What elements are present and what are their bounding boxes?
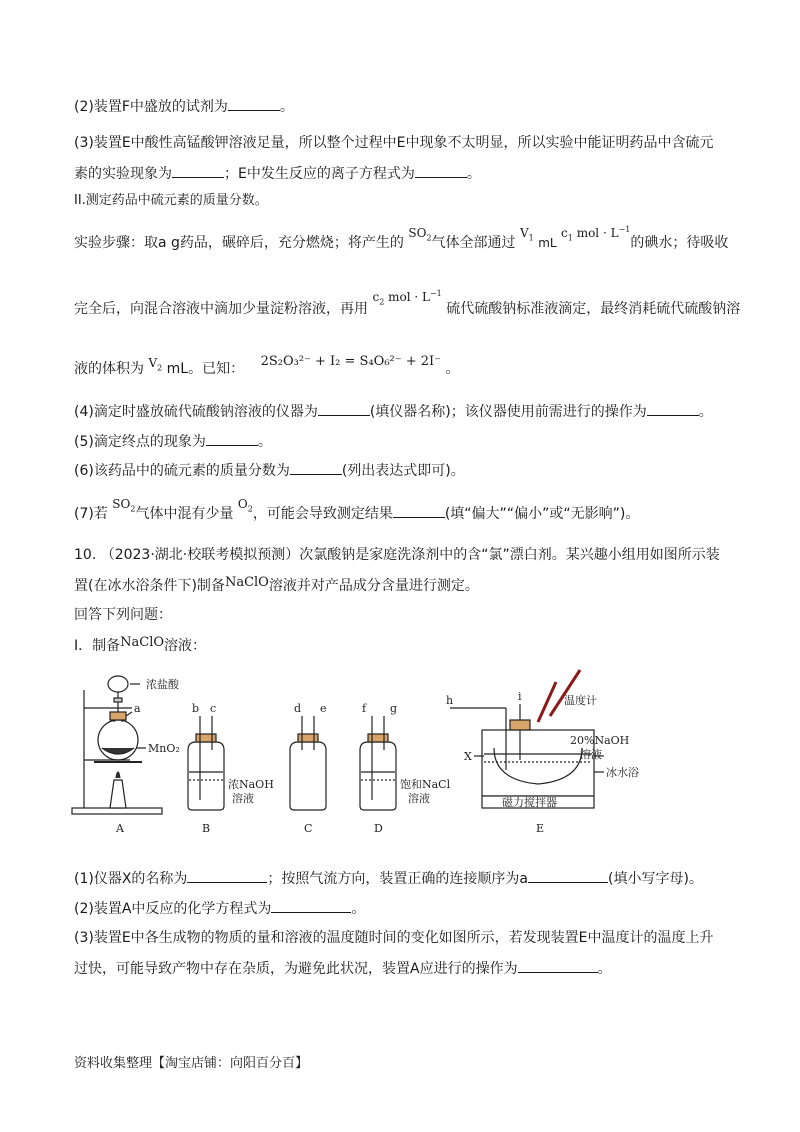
footer-note: 资料收集整理【淘宝店铺：向阳百分百】 — [74, 1056, 309, 1071]
answer-blank — [290, 460, 342, 475]
question-10-2: (2)装置A中反应的化学方程式为 。 — [74, 898, 365, 919]
answer-blank — [172, 163, 224, 178]
part-1-heading: Ⅰ．制备NaClO溶液： — [74, 635, 207, 654]
question-10-1: (1)仪器X的名称为 ；按照气流方向，装置正确的连接顺序为a (填小写字母)。 — [74, 868, 703, 889]
svg-text:h: h — [446, 694, 454, 707]
question-3-line2: 素的实验现象为 ；E中发生反应的离子方程式为 。 — [74, 163, 481, 184]
equation: 2S₂O₃²⁻ + I₂ = S₄O₆²⁻ + 2I⁻ — [260, 354, 442, 369]
svg-text:溶液: 溶液 — [408, 792, 430, 805]
svg-text:溶液: 溶液 — [580, 748, 602, 761]
question-2: (2)装置F中盛放的试剂为 。 — [74, 96, 294, 117]
apparatus-figure — [70, 660, 690, 840]
svg-text:磁力搅拌器: 磁力搅拌器 — [502, 796, 557, 809]
svg-text:A: A — [116, 822, 124, 835]
step-line3: 液的体积为 $V_2$ mL。已知： 2S₂O₃²⁻ + I₂ = S₄O₆²⁻ + 2I⁻ 。 — [74, 354, 460, 377]
step-line1: 实验步骤：取a g药品，碾碎后，充分燃烧；将产生的 $SO_2$气体全部通过 $V_1$ mL $c_1$ mol · $L^{-1}$的碘水；待吸收 — [74, 225, 729, 251]
answer-blank — [647, 401, 699, 416]
question-10-3-line1: (3)装置E中各生成物的物质的量和溶液的温度随时间的变化如图所示，若发现装置E中温度计的温度上升 — [74, 930, 714, 946]
answer-blank — [271, 898, 351, 913]
question-6: (6)该药品中的硫元素的质量分数为 (列出表达式即可)。 — [74, 460, 465, 481]
svg-text:饱和NaCl: 饱和NaCl — [400, 778, 451, 791]
answer-blank — [187, 868, 267, 883]
question-7: (7)若 $SO_2$气体中混有少量 $O_2$，可能会导致测定结果 (填“偏大”“偏小”或“无影响”)。 — [74, 497, 640, 522]
step-line2: 完全后，向混合溶液中滴加少量淀粉溶液，再用 $c_2$ mol · $L^{-1}$ 硫代硫酸钠标准液滴定，最终消耗硫代硫酸钠溶 — [74, 289, 741, 317]
answer-blank — [518, 958, 598, 973]
part-2-heading: II.测定药品中硫元素的质量分数。 — [74, 193, 268, 208]
svg-text:a: a — [134, 702, 141, 715]
answer-blank — [393, 503, 445, 518]
svg-text:c: c — [210, 702, 217, 715]
svg-text:MnO₂: MnO₂ — [148, 742, 180, 755]
question-3-line1: (3)装置E中酸性高锰酸钾溶液足量，所以整个过程中E中现象不太明显，所以实验中能证明药品中含硫元 — [74, 135, 714, 151]
answer-blank — [228, 96, 280, 111]
svg-text:冰水浴: 冰水浴 — [606, 766, 639, 779]
svg-text:C: C — [304, 822, 313, 835]
svg-text:b: b — [192, 702, 200, 715]
svg-text:浓盐酸: 浓盐酸 — [146, 678, 179, 691]
svg-text:e: e — [320, 702, 327, 715]
question-10-line1: 10. （2023·湖北·校联考模拟预测）次氯酸钠是家庭洗涤剂中的含“氯”漂白剂。某兴趣小组用如图所示装 — [74, 547, 720, 563]
question-5: (5)滴定终点的现象为 。 — [74, 431, 272, 452]
answer-blank — [528, 868, 608, 883]
svg-text:f: f — [362, 702, 367, 715]
svg-text:浓NaOH: 浓NaOH — [228, 778, 274, 791]
svg-text:温度计: 温度计 — [564, 694, 597, 707]
svg-text:20%NaOH: 20%NaOH — [570, 734, 630, 747]
answer-blank — [415, 163, 467, 178]
answer-blank — [206, 431, 258, 446]
question-10-3-line2: 过快，可能导致产物中存在杂质，为避免此状况，装置A应进行的操作为 。 — [74, 958, 612, 979]
svg-text:i: i — [518, 690, 522, 703]
question-10-line2: 置(在冰水浴条件下)制备NaClO溶液并对产品成分含量进行测定。 — [74, 575, 479, 594]
svg-text:B: B — [202, 822, 211, 835]
svg-text:d: d — [294, 702, 302, 715]
svg-text:X: X — [464, 750, 472, 763]
answer-prompt: 回答下列问题： — [74, 607, 172, 623]
svg-text:E: E — [536, 822, 545, 835]
question-4: (4)滴定时盛放硫代硫酸钠溶液的仪器为 (填仪器名称)；该仪器使用前需进行的操作为 。 — [74, 401, 713, 422]
svg-text:溶液: 溶液 — [232, 792, 254, 805]
answer-blank — [318, 401, 370, 416]
svg-text:D: D — [374, 822, 383, 835]
svg-text:g: g — [390, 702, 398, 715]
